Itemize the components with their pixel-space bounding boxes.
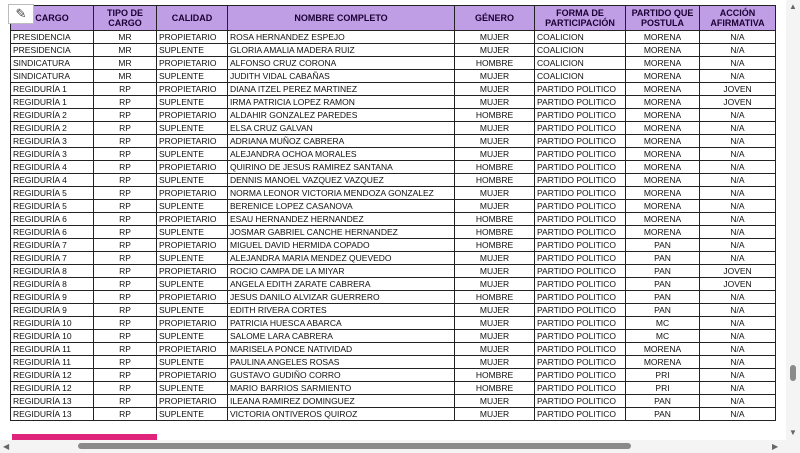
candidates-table: [10, 5, 776, 421]
cell-calidad[interactable]: SUPLENTE: [157, 96, 228, 109]
pencil-edit-icon[interactable]: ✎: [8, 4, 34, 24]
cell-genero[interactable]: HOMBRE: [455, 369, 535, 382]
cell-partido-postula[interactable]: MORENA: [626, 109, 700, 122]
cell-accion-afirmativa[interactable]: N/A: [700, 57, 776, 70]
cell-cargo[interactable]: REGIDURÍA 5: [11, 200, 94, 213]
cell-genero[interactable]: MUJER: [455, 265, 535, 278]
cell-forma-participacion[interactable]: PARTIDO POLITICO: [535, 187, 626, 200]
cell-genero[interactable]: MUJER: [455, 187, 535, 200]
cell-partido-postula[interactable]: PAN: [626, 252, 700, 265]
cell-partido-postula[interactable]: PAN: [626, 408, 700, 421]
table-row: [11, 44, 776, 57]
scrollbar-corner: [786, 440, 800, 453]
cell-nombre-completo[interactable]: ELSA CRUZ GALVAN: [228, 122, 455, 135]
cell-genero[interactable]: MUJER: [455, 395, 535, 408]
cell-partido-postula[interactable]: MORENA: [626, 356, 700, 369]
cell-cargo[interactable]: REGIDURÍA 12: [11, 382, 94, 395]
cell-cargo[interactable]: REGIDURÍA 3: [11, 135, 94, 148]
header-cargo[interactable]: CARGO: [11, 6, 94, 31]
cell-calidad[interactable]: PROPIETARIO: [157, 161, 228, 174]
cell-forma-participacion[interactable]: PARTIDO POLITICO: [535, 343, 626, 356]
cell-forma-participacion[interactable]: COALICION: [535, 70, 626, 83]
cell-tipo-de-cargo[interactable]: RP: [94, 291, 157, 304]
cell-partido-postula[interactable]: MC: [626, 317, 700, 330]
cell-partido-postula[interactable]: MORENA: [626, 200, 700, 213]
cell-accion-afirmativa[interactable]: N/A: [700, 109, 776, 122]
cell-genero[interactable]: MUJER: [455, 408, 535, 421]
cell-cargo[interactable]: REGIDURÍA 6: [11, 213, 94, 226]
table-row: [11, 408, 776, 421]
cell-genero[interactable]: HOMBRE: [455, 239, 535, 252]
cell-cargo[interactable]: REGIDURÍA 11: [11, 343, 94, 356]
cell-calidad[interactable]: SUPLENTE: [157, 200, 228, 213]
cell-partido-postula[interactable]: MORENA: [626, 148, 700, 161]
cell-tipo-de-cargo[interactable]: RP: [94, 226, 157, 239]
cell-accion-afirmativa[interactable]: N/A: [700, 122, 776, 135]
cell-genero[interactable]: HOMBRE: [455, 226, 535, 239]
cell-tipo-de-cargo[interactable]: RP: [94, 96, 157, 109]
cell-nombre-completo[interactable]: PAULINA ANGELES ROSAS: [228, 356, 455, 369]
cell-nombre-completo[interactable]: JUDITH VIDAL CABAÑAS: [228, 70, 455, 83]
cell-cargo[interactable]: REGIDURÍA 5: [11, 187, 94, 200]
cell-genero[interactable]: MUJER: [455, 252, 535, 265]
cell-calidad[interactable]: PROPIETARIO: [157, 369, 228, 382]
cell-tipo-de-cargo[interactable]: MR: [94, 44, 157, 57]
table-row: [11, 187, 776, 200]
cell-tipo-de-cargo[interactable]: RP: [94, 356, 157, 369]
cell-genero[interactable]: HOMBRE: [455, 291, 535, 304]
cell-nombre-completo[interactable]: ANGELA EDITH ZARATE CABRERA: [228, 278, 455, 291]
table-row: [11, 252, 776, 265]
cell-cargo[interactable]: REGIDURÍA 2: [11, 109, 94, 122]
table-row: [11, 135, 776, 148]
cell-partido-postula[interactable]: MORENA: [626, 57, 700, 70]
table-row: [11, 70, 776, 83]
cell-accion-afirmativa[interactable]: N/A: [700, 369, 776, 382]
cell-nombre-completo[interactable]: EDITH RIVERA CORTES: [228, 304, 455, 317]
cell-forma-participacion[interactable]: PARTIDO POLITICO: [535, 161, 626, 174]
cell-forma-participacion[interactable]: PARTIDO POLITICO: [535, 369, 626, 382]
cell-cargo[interactable]: REGIDURÍA 10: [11, 330, 94, 343]
cell-calidad[interactable]: PROPIETARIO: [157, 135, 228, 148]
cell-genero[interactable]: HOMBRE: [455, 382, 535, 395]
cell-tipo-de-cargo[interactable]: RP: [94, 252, 157, 265]
cell-tipo-de-cargo[interactable]: RP: [94, 408, 157, 421]
cell-partido-postula[interactable]: PAN: [626, 304, 700, 317]
horizontal-scroll-thumb[interactable]: [78, 443, 631, 449]
cell-partido-postula[interactable]: MORENA: [626, 187, 700, 200]
cell-partido-postula[interactable]: MORENA: [626, 122, 700, 135]
cell-cargo[interactable]: REGIDURÍA 13: [11, 408, 94, 421]
cell-tipo-de-cargo[interactable]: RP: [94, 122, 157, 135]
table-body: [11, 31, 776, 421]
cell-genero[interactable]: MUJER: [455, 122, 535, 135]
cell-partido-postula[interactable]: PRI: [626, 382, 700, 395]
cell-nombre-completo[interactable]: JESUS DANILO ALVIZAR GUERRERO: [228, 291, 455, 304]
cell-tipo-de-cargo[interactable]: RP: [94, 135, 157, 148]
cell-tipo-de-cargo[interactable]: RP: [94, 200, 157, 213]
cell-forma-participacion[interactable]: PARTIDO POLITICO: [535, 278, 626, 291]
cell-forma-participacion[interactable]: COALICION: [535, 31, 626, 44]
cell-nombre-completo[interactable]: QUIRINO DE JESUS RAMIREZ SANTANA: [228, 161, 455, 174]
scroll-left-icon[interactable]: ◀: [3, 442, 10, 451]
cell-calidad[interactable]: SUPLENTE: [157, 252, 228, 265]
cell-accion-afirmativa[interactable]: N/A: [700, 31, 776, 44]
cell-nombre-completo[interactable]: ILEANA RAMIREZ DOMINGUEZ: [228, 395, 455, 408]
cell-partido-postula[interactable]: MORENA: [626, 343, 700, 356]
cell-cargo[interactable]: REGIDURÍA 9: [11, 291, 94, 304]
cell-accion-afirmativa[interactable]: JOVEN: [700, 265, 776, 278]
cell-cargo[interactable]: REGIDURÍA 11: [11, 356, 94, 369]
cell-forma-participacion[interactable]: PARTIDO POLITICO: [535, 200, 626, 213]
table-row: [11, 395, 776, 408]
cell-accion-afirmativa[interactable]: N/A: [700, 252, 776, 265]
cell-partido-postula[interactable]: PAN: [626, 291, 700, 304]
cell-partido-postula[interactable]: PAN: [626, 265, 700, 278]
cell-nombre-completo[interactable]: ALEJANDRA MARIA MENDEZ QUEVEDO: [228, 252, 455, 265]
cell-accion-afirmativa[interactable]: N/A: [700, 148, 776, 161]
cell-forma-participacion[interactable]: PARTIDO POLITICO: [535, 213, 626, 226]
cell-partido-postula[interactable]: PRI: [626, 369, 700, 382]
cell-nombre-completo[interactable]: ALEJANDRA OCHOA MORALES: [228, 148, 455, 161]
cell-calidad[interactable]: SUPLENTE: [157, 356, 228, 369]
cell-cargo[interactable]: REGIDURÍA 13: [11, 395, 94, 408]
cell-nombre-completo[interactable]: IRMA PATRICIA LOPEZ RAMON: [228, 96, 455, 109]
cell-cargo[interactable]: REGIDURÍA 6: [11, 226, 94, 239]
cell-tipo-de-cargo[interactable]: MR: [94, 57, 157, 70]
table-row: [11, 317, 776, 330]
cell-accion-afirmativa[interactable]: N/A: [700, 330, 776, 343]
cell-genero[interactable]: HOMBRE: [455, 174, 535, 187]
cell-forma-participacion[interactable]: PARTIDO POLITICO: [535, 382, 626, 395]
cell-tipo-de-cargo[interactable]: RP: [94, 317, 157, 330]
cell-forma-participacion[interactable]: PARTIDO POLITICO: [535, 109, 626, 122]
cell-partido-postula[interactable]: MORENA: [626, 31, 700, 44]
cell-accion-afirmativa[interactable]: JOVEN: [700, 278, 776, 291]
cell-partido-postula[interactable]: PAN: [626, 395, 700, 408]
cell-genero[interactable]: MUJER: [455, 135, 535, 148]
table-row: [11, 278, 776, 291]
cell-accion-afirmativa[interactable]: N/A: [700, 70, 776, 83]
cell-nombre-completo[interactable]: ESAU HERNANDEZ HERNANDEZ: [228, 213, 455, 226]
cell-forma-participacion[interactable]: PARTIDO POLITICO: [535, 252, 626, 265]
cell-partido-postula[interactable]: PAN: [626, 239, 700, 252]
header-calidad[interactable]: CALIDAD: [157, 6, 228, 31]
table-row: [11, 200, 776, 213]
cell-tipo-de-cargo[interactable]: RP: [94, 187, 157, 200]
cell-cargo[interactable]: REGIDURÍA 7: [11, 252, 94, 265]
cell-genero[interactable]: HOMBRE: [455, 109, 535, 122]
cell-forma-participacion[interactable]: PARTIDO POLITICO: [535, 265, 626, 278]
cell-partido-postula[interactable]: MORENA: [626, 83, 700, 96]
cell-calidad[interactable]: SUPLENTE: [157, 304, 228, 317]
cell-tipo-de-cargo[interactable]: MR: [94, 31, 157, 44]
cell-forma-participacion[interactable]: PARTIDO POLITICO: [535, 317, 626, 330]
cell-tipo-de-cargo[interactable]: RP: [94, 343, 157, 356]
cell-genero[interactable]: MUJER: [455, 343, 535, 356]
cell-forma-participacion[interactable]: PARTIDO POLITICO: [535, 174, 626, 187]
cell-calidad[interactable]: PROPIETARIO: [157, 265, 228, 278]
cell-accion-afirmativa[interactable]: N/A: [700, 382, 776, 395]
scroll-right-icon[interactable]: ▶: [772, 442, 779, 451]
cell-calidad[interactable]: SUPLENTE: [157, 44, 228, 57]
cell-cargo[interactable]: REGIDURÍA 4: [11, 161, 94, 174]
cell-tipo-de-cargo[interactable]: RP: [94, 161, 157, 174]
cell-partido-postula[interactable]: MORENA: [626, 161, 700, 174]
cell-calidad[interactable]: SUPLENTE: [157, 148, 228, 161]
table-row: [11, 330, 776, 343]
cell-forma-participacion[interactable]: PARTIDO POLITICO: [535, 226, 626, 239]
table-row: [11, 304, 776, 317]
cell-cargo[interactable]: SINDICATURA: [11, 57, 94, 70]
cell-genero[interactable]: MUJER: [455, 96, 535, 109]
cell-cargo[interactable]: REGIDURÍA 8: [11, 265, 94, 278]
cell-calidad[interactable]: PROPIETARIO: [157, 213, 228, 226]
cell-genero[interactable]: MUJER: [455, 31, 535, 44]
cell-accion-afirmativa[interactable]: N/A: [700, 44, 776, 57]
cell-forma-participacion[interactable]: PARTIDO POLITICO: [535, 356, 626, 369]
table-row: [11, 226, 776, 239]
table-row: [11, 122, 776, 135]
table-row: [11, 382, 776, 395]
cell-tipo-de-cargo[interactable]: RP: [94, 395, 157, 408]
cell-calidad[interactable]: SUPLENTE: [157, 408, 228, 421]
cell-nombre-completo[interactable]: ALDAHIR GONZALEZ PAREDES: [228, 109, 455, 122]
cell-genero[interactable]: MUJER: [455, 356, 535, 369]
cell-accion-afirmativa[interactable]: N/A: [700, 174, 776, 187]
header-partido-postula[interactable]: PARTIDO QUE POSTULA: [626, 6, 700, 31]
cell-calidad[interactable]: SUPLENTE: [157, 174, 228, 187]
cell-accion-afirmativa[interactable]: N/A: [700, 408, 776, 421]
cell-accion-afirmativa[interactable]: JOVEN: [700, 96, 776, 109]
cell-genero[interactable]: MUJER: [455, 317, 535, 330]
cell-calidad[interactable]: PROPIETARIO: [157, 31, 228, 44]
scroll-up-icon[interactable]: ▲: [789, 2, 797, 11]
cell-partido-postula[interactable]: PAN: [626, 278, 700, 291]
cell-genero[interactable]: MUJER: [455, 278, 535, 291]
cell-partido-postula[interactable]: MORENA: [626, 44, 700, 57]
table-row: [11, 239, 776, 252]
cell-nombre-completo[interactable]: MARISELA PONCE NATIVIDAD: [228, 343, 455, 356]
cell-calidad[interactable]: PROPIETARIO: [157, 57, 228, 70]
cell-calidad[interactable]: SUPLENTE: [157, 330, 228, 343]
cell-accion-afirmativa[interactable]: N/A: [700, 135, 776, 148]
cell-accion-afirmativa[interactable]: N/A: [700, 343, 776, 356]
cell-cargo[interactable]: SINDICATURA: [11, 70, 94, 83]
cell-cargo[interactable]: REGIDURÍA 2: [11, 122, 94, 135]
cell-accion-afirmativa[interactable]: N/A: [700, 187, 776, 200]
cell-calidad[interactable]: PROPIETARIO: [157, 83, 228, 96]
table-row: [11, 356, 776, 369]
cell-accion-afirmativa[interactable]: N/A: [700, 226, 776, 239]
cell-tipo-de-cargo[interactable]: RP: [94, 109, 157, 122]
cell-forma-participacion[interactable]: PARTIDO POLITICO: [535, 148, 626, 161]
cell-tipo-de-cargo[interactable]: MR: [94, 70, 157, 83]
cell-partido-postula[interactable]: MC: [626, 330, 700, 343]
header-row: [11, 6, 776, 31]
cell-cargo[interactable]: REGIDURÍA 4: [11, 174, 94, 187]
cell-nombre-completo[interactable]: GLORIA AMALIA MADERA RUIZ: [228, 44, 455, 57]
header-tipo-de-cargo[interactable]: TIPO DE CARGO: [94, 6, 157, 31]
cell-nombre-completo[interactable]: JOSMAR GABRIEL CANCHE HERNANDEZ: [228, 226, 455, 239]
cell-cargo[interactable]: REGIDURÍA 9: [11, 304, 94, 317]
cell-nombre-completo[interactable]: GUSTAVO GUDIÑO CORRO: [228, 369, 455, 382]
cell-tipo-de-cargo[interactable]: RP: [94, 148, 157, 161]
table-row: [11, 161, 776, 174]
cell-accion-afirmativa[interactable]: N/A: [700, 356, 776, 369]
cell-partido-postula[interactable]: MORENA: [626, 174, 700, 187]
cell-partido-postula[interactable]: MORENA: [626, 135, 700, 148]
cell-tipo-de-cargo[interactable]: RP: [94, 83, 157, 96]
cell-cargo[interactable]: PRESIDENCIA: [11, 44, 94, 57]
table-row: [11, 265, 776, 278]
cell-tipo-de-cargo[interactable]: RP: [94, 239, 157, 252]
table-row: [11, 291, 776, 304]
cell-nombre-completo[interactable]: BERENICE LOPEZ CASANOVA: [228, 200, 455, 213]
cell-tipo-de-cargo[interactable]: RP: [94, 382, 157, 395]
cell-forma-participacion[interactable]: PARTIDO POLITICO: [535, 291, 626, 304]
cell-forma-participacion[interactable]: PARTIDO POLITICO: [535, 330, 626, 343]
cell-tipo-de-cargo[interactable]: RP: [94, 278, 157, 291]
cell-nombre-completo[interactable]: ROSA HERNANDEZ ESPEJO: [228, 31, 455, 44]
table-row: [11, 148, 776, 161]
cell-nombre-completo[interactable]: PATRICIA HUESCA ABARCA: [228, 317, 455, 330]
cell-tipo-de-cargo[interactable]: RP: [94, 330, 157, 343]
cell-nombre-completo[interactable]: VICTORIA ONTIVEROS QUIROZ: [228, 408, 455, 421]
cell-accion-afirmativa[interactable]: JOVEN: [700, 83, 776, 96]
cell-forma-participacion[interactable]: PARTIDO POLITICO: [535, 408, 626, 421]
cell-genero[interactable]: HOMBRE: [455, 213, 535, 226]
cell-cargo[interactable]: REGIDURÍA 1: [11, 83, 94, 96]
cell-accion-afirmativa[interactable]: N/A: [700, 239, 776, 252]
cell-cargo[interactable]: REGIDURÍA 7: [11, 239, 94, 252]
cell-genero[interactable]: MUJER: [455, 44, 535, 57]
cell-calidad[interactable]: PROPIETARIO: [157, 187, 228, 200]
cell-forma-participacion[interactable]: PARTIDO POLITICO: [535, 395, 626, 408]
scroll-down-icon[interactable]: ▼: [789, 428, 797, 437]
cell-calidad[interactable]: SUPLENTE: [157, 122, 228, 135]
cell-accion-afirmativa[interactable]: N/A: [700, 161, 776, 174]
cell-cargo[interactable]: REGIDURÍA 1: [11, 96, 94, 109]
cell-nombre-completo[interactable]: NORMA LEONOR VICTORIA MENDOZA GONZALEZ: [228, 187, 455, 200]
cell-genero[interactable]: HOMBRE: [455, 57, 535, 70]
cell-partido-postula[interactable]: MORENA: [626, 226, 700, 239]
cell-cargo[interactable]: REGIDURÍA 8: [11, 278, 94, 291]
cell-tipo-de-cargo[interactable]: RP: [94, 213, 157, 226]
cell-genero[interactable]: MUJER: [455, 200, 535, 213]
cell-nombre-completo[interactable]: ROCIO CAMPA DE LA MIYAR: [228, 265, 455, 278]
cell-cargo[interactable]: REGIDURÍA 3: [11, 148, 94, 161]
cell-genero[interactable]: MUJER: [455, 148, 535, 161]
table-row: [11, 96, 776, 109]
cell-calidad[interactable]: SUPLENTE: [157, 278, 228, 291]
cell-forma-participacion[interactable]: PARTIDO POLITICO: [535, 304, 626, 317]
cell-partido-postula[interactable]: MORENA: [626, 96, 700, 109]
table-row: [11, 109, 776, 122]
cell-nombre-completo[interactable]: MIGUEL DAVID HERMIDA COPADO: [228, 239, 455, 252]
cell-calidad[interactable]: PROPIETARIO: [157, 291, 228, 304]
cell-forma-participacion[interactable]: PARTIDO POLITICO: [535, 122, 626, 135]
table-row: [11, 343, 776, 356]
cell-accion-afirmativa[interactable]: N/A: [700, 395, 776, 408]
cell-genero[interactable]: MUJER: [455, 304, 535, 317]
vertical-scrollbar[interactable]: [786, 0, 800, 440]
cell-calidad[interactable]: SUPLENTE: [157, 226, 228, 239]
header-nombre-completo[interactable]: NOMBRE COMPLETO: [228, 6, 455, 31]
horizontal-scrollbar[interactable]: [0, 440, 786, 453]
header-forma-participacion[interactable]: FORMA DE PARTICIPACIÓN: [535, 6, 626, 31]
cell-nombre-completo[interactable]: DIANA ITZEL PEREZ MARTINEZ: [228, 83, 455, 96]
table-row: [11, 174, 776, 187]
header-genero[interactable]: GÉNERO: [455, 6, 535, 31]
cell-nombre-completo[interactable]: MARIO BARRIOS SARMIENTO: [228, 382, 455, 395]
cell-forma-participacion[interactable]: PARTIDO POLITICO: [535, 83, 626, 96]
cell-calidad[interactable]: PROPIETARIO: [157, 343, 228, 356]
cell-tipo-de-cargo[interactable]: RP: [94, 304, 157, 317]
cell-cargo[interactable]: PRESIDENCIA: [11, 31, 94, 44]
cell-accion-afirmativa[interactable]: N/A: [700, 213, 776, 226]
table-row: [11, 369, 776, 382]
cell-accion-afirmativa[interactable]: N/A: [700, 200, 776, 213]
cell-accion-afirmativa[interactable]: N/A: [700, 304, 776, 317]
cell-nombre-completo[interactable]: SALOME LARA CABRERA: [228, 330, 455, 343]
cell-accion-afirmativa[interactable]: N/A: [700, 317, 776, 330]
cell-forma-participacion[interactable]: COALICION: [535, 57, 626, 70]
cell-cargo[interactable]: REGIDURÍA 12: [11, 369, 94, 382]
cell-tipo-de-cargo[interactable]: RP: [94, 265, 157, 278]
table-row: [11, 213, 776, 226]
cell-nombre-completo[interactable]: ADRIANA MUÑOZ CABRERA: [228, 135, 455, 148]
cell-genero[interactable]: MUJER: [455, 70, 535, 83]
cell-nombre-completo[interactable]: DENNIS MANOEL VAZQUEZ VAZQUEZ: [228, 174, 455, 187]
cell-calidad[interactable]: SUPLENTE: [157, 70, 228, 83]
cell-genero[interactable]: HOMBRE: [455, 161, 535, 174]
cell-calidad[interactable]: PROPIETARIO: [157, 317, 228, 330]
header-accion-afirmativa[interactable]: ACCIÓN AFIRMATIVA: [700, 6, 776, 31]
cell-cargo[interactable]: REGIDURÍA 10: [11, 317, 94, 330]
cell-forma-participacion[interactable]: PARTIDO POLITICO: [535, 135, 626, 148]
table-row: [11, 57, 776, 70]
cell-forma-participacion[interactable]: COALICION: [535, 44, 626, 57]
vertical-scroll-thumb[interactable]: [790, 365, 796, 381]
cell-forma-participacion[interactable]: PARTIDO POLITICO: [535, 239, 626, 252]
cell-tipo-de-cargo[interactable]: RP: [94, 369, 157, 382]
cell-tipo-de-cargo[interactable]: RP: [94, 174, 157, 187]
cell-accion-afirmativa[interactable]: N/A: [700, 291, 776, 304]
cell-partido-postula[interactable]: MORENA: [626, 70, 700, 83]
cell-nombre-completo[interactable]: ALFONSO CRUZ CORONA: [228, 57, 455, 70]
cell-calidad[interactable]: SUPLENTE: [157, 382, 228, 395]
cell-forma-participacion[interactable]: PARTIDO POLITICO: [535, 96, 626, 109]
cell-calidad[interactable]: PROPIETARIO: [157, 239, 228, 252]
table-row: [11, 31, 776, 44]
cell-genero[interactable]: MUJER: [455, 83, 535, 96]
cell-calidad[interactable]: PROPIETARIO: [157, 395, 228, 408]
cell-genero[interactable]: MUJER: [455, 330, 535, 343]
table-row: [11, 83, 776, 96]
cell-calidad[interactable]: PROPIETARIO: [157, 109, 228, 122]
cell-partido-postula[interactable]: MORENA: [626, 213, 700, 226]
